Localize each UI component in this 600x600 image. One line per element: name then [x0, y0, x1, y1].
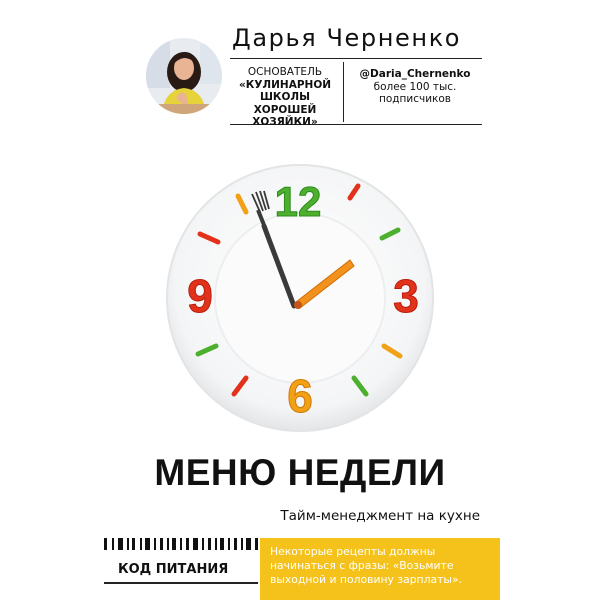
author-name: Дарья Черненко — [232, 24, 462, 52]
hands-pin — [294, 301, 302, 309]
numeral-6: 6 — [287, 370, 313, 422]
book-title: МЕНЮ НЕДЕЛИ — [154, 452, 446, 493]
plate-center — [215, 213, 385, 383]
followers-count: более 100 тыс. — [373, 80, 457, 93]
school-name: «КУЛИНАРНОЙ ШКОЛЫ ХОРОШЕЙ ХОЗЯЙКИ» — [238, 78, 332, 128]
author-social-block — [346, 68, 484, 106]
series-label: КОД ПИТАНИЯ — [118, 562, 229, 577]
author-founder-block — [228, 66, 342, 129]
numeral-12: 12 — [274, 178, 322, 225]
quote-text: Некоторые рецепты должны начинаться с фразы: «Возьмите выходной и половину зарплаты». — [270, 545, 462, 586]
social-handle: @Daria_Chernenko — [359, 68, 471, 80]
author-photo-icon — [146, 38, 222, 114]
book-subtitle: Тайм-менеджмент на кухне — [280, 508, 480, 524]
followers-label: подписчиков — [379, 93, 451, 105]
series-underline — [104, 582, 258, 584]
numeral-3: 3 — [393, 270, 419, 322]
numeral-9: 9 — [187, 270, 213, 322]
founder-label: ОСНОВАТЕЛЬ — [247, 66, 323, 78]
header-rule-top — [230, 58, 482, 59]
quote-box — [260, 538, 500, 600]
plate-clock-illustration — [160, 160, 440, 440]
author-avatar — [146, 38, 222, 114]
header-divider — [343, 62, 344, 122]
barcode-strip-icon — [104, 538, 258, 550]
